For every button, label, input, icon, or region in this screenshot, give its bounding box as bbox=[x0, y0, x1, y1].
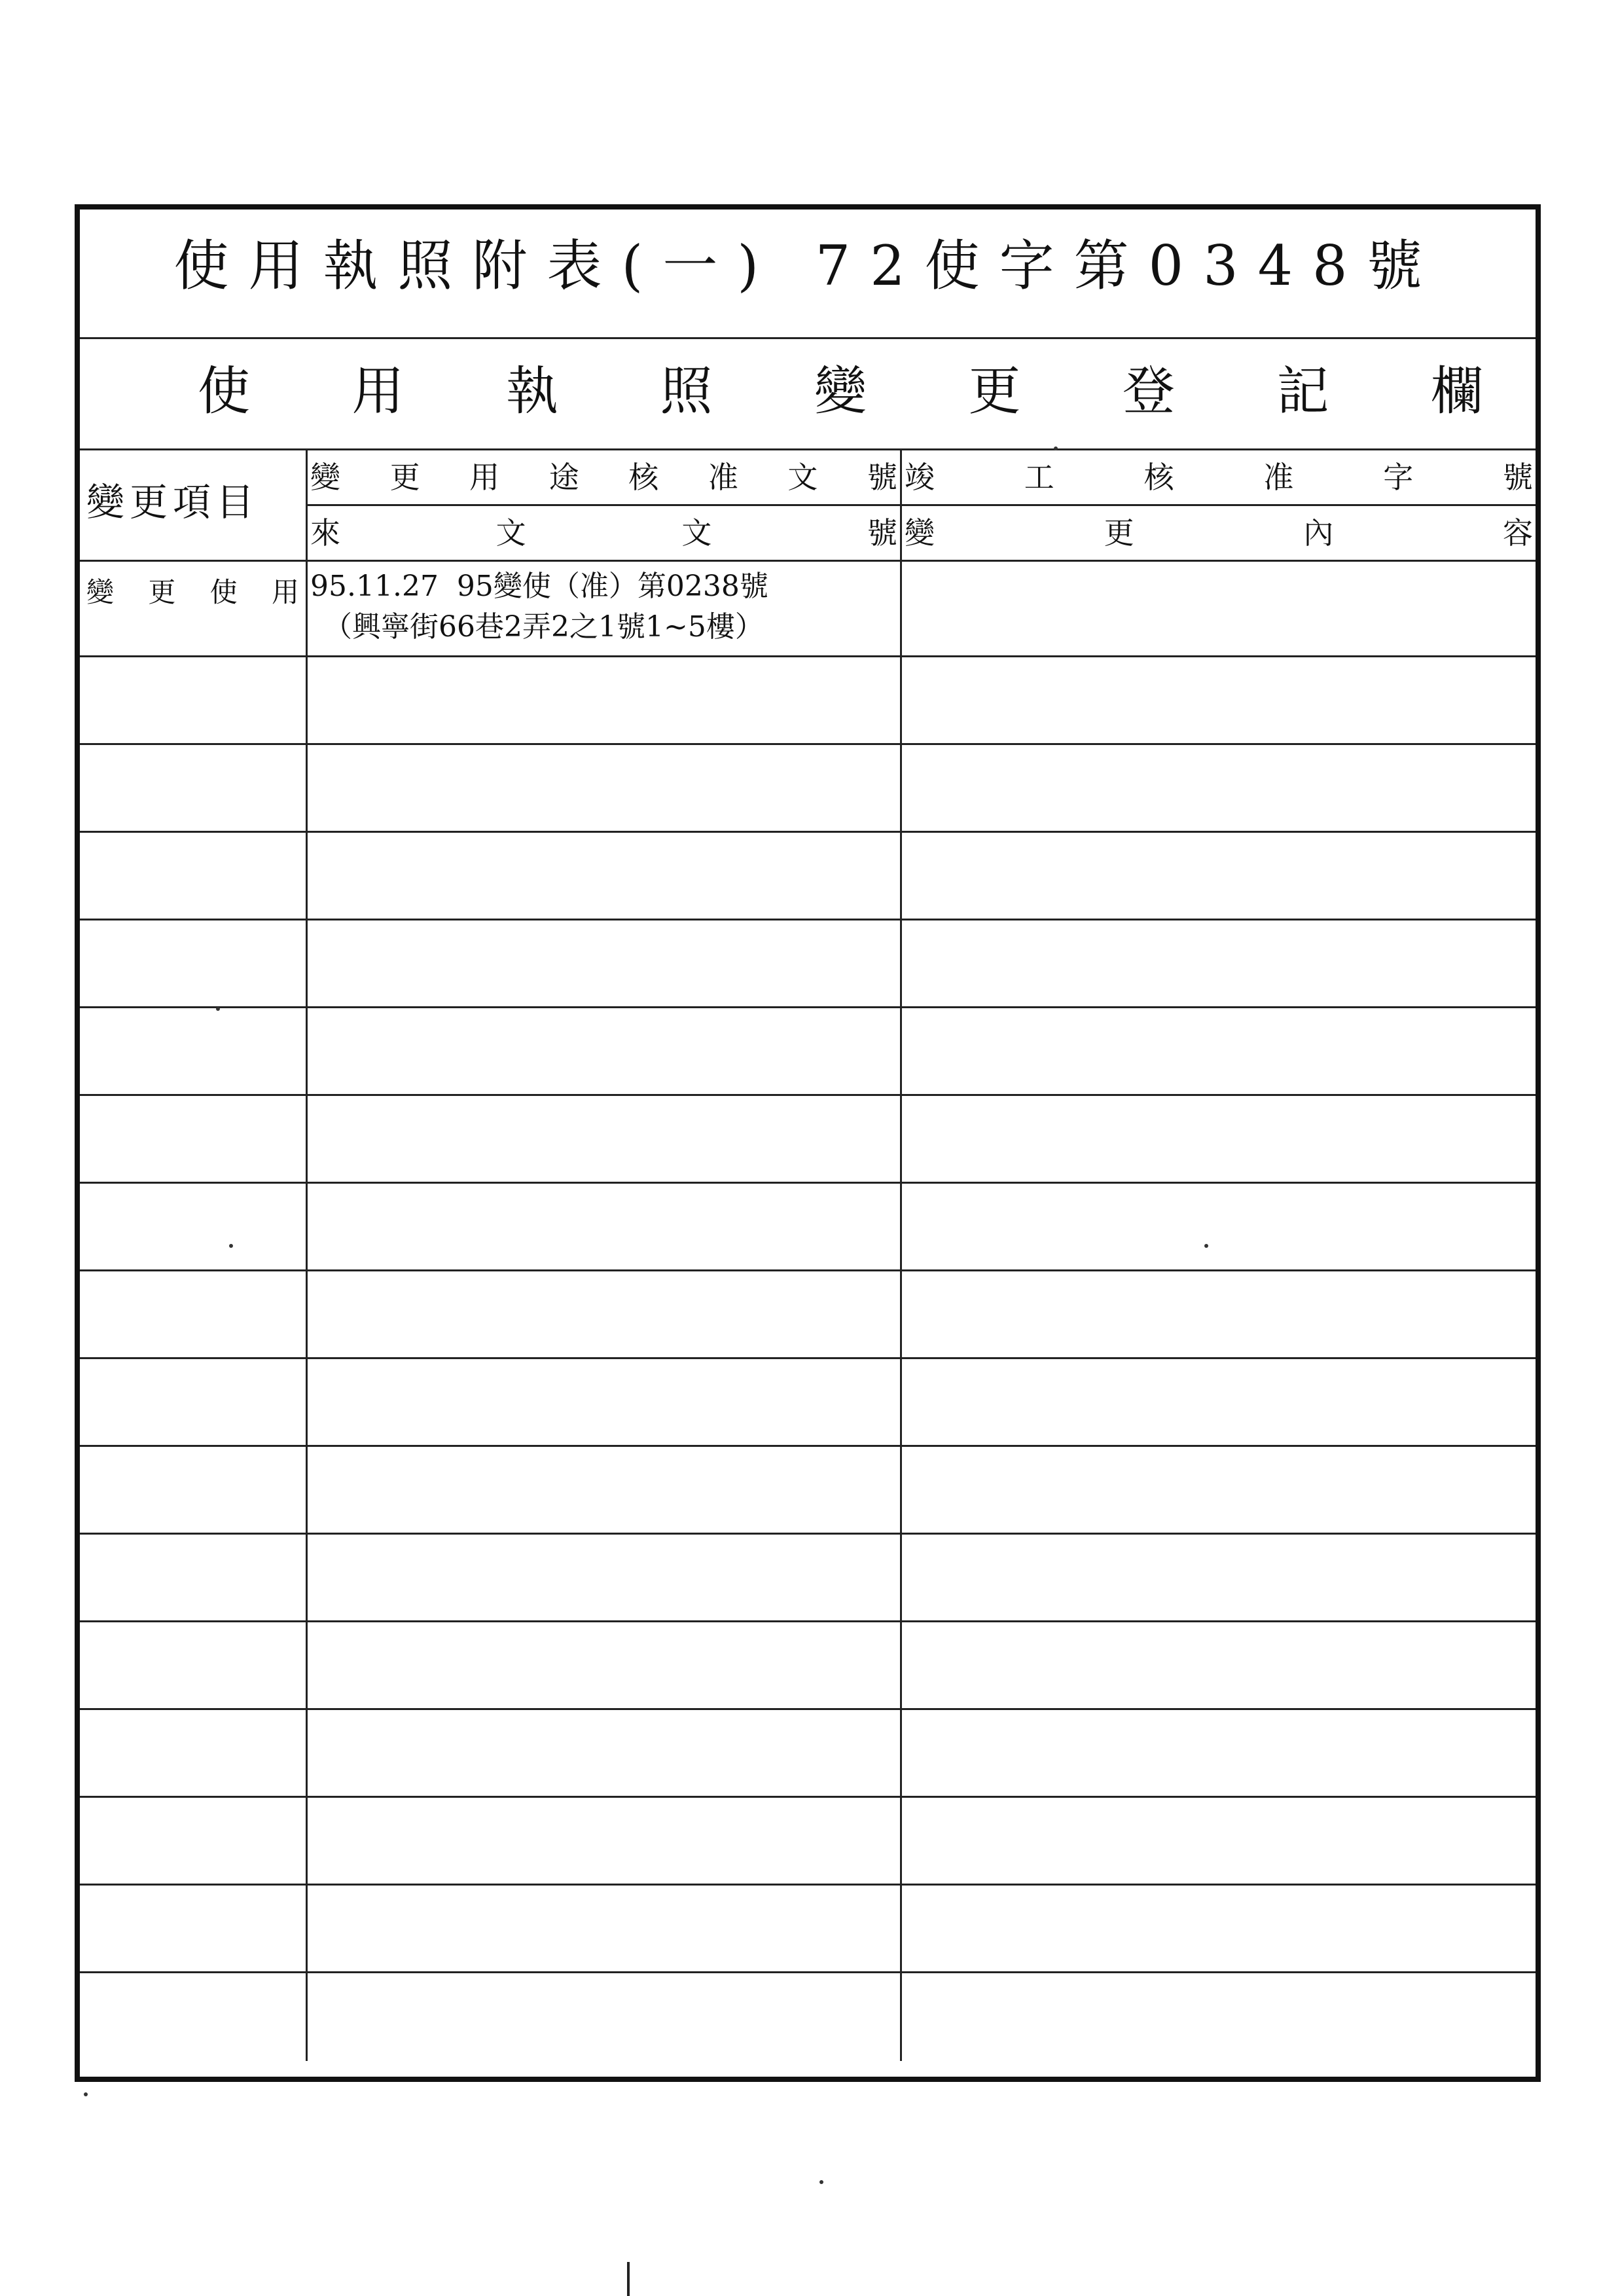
change-item-cell bbox=[80, 1008, 308, 1094]
scan-speck bbox=[1054, 446, 1058, 450]
document-number-cell bbox=[308, 1535, 902, 1620]
change-item-cell bbox=[80, 1886, 308, 1971]
table-row bbox=[80, 920, 1536, 1008]
change-item-cell bbox=[80, 1359, 308, 1445]
table-row bbox=[80, 1622, 1536, 1710]
document-number-cell bbox=[308, 1886, 902, 1971]
document-number-cell bbox=[308, 1271, 902, 1357]
subtitle-row bbox=[80, 339, 1536, 450]
table-row bbox=[80, 1535, 1536, 1622]
scan-speck bbox=[84, 2092, 88, 2096]
document-number-cell bbox=[308, 657, 902, 743]
table-row bbox=[80, 1798, 1536, 1886]
header-char: 文 bbox=[787, 460, 818, 495]
header-change-item-label: 變更項目 bbox=[86, 480, 260, 524]
table-row bbox=[80, 833, 1536, 920]
scan-speck bbox=[229, 1244, 233, 1248]
header-char: 變 bbox=[905, 515, 935, 551]
scan-speck bbox=[216, 1007, 220, 1011]
table-row bbox=[80, 1184, 1536, 1271]
change-item-char: 更 bbox=[148, 576, 176, 608]
change-content-cell bbox=[902, 562, 1536, 655]
section-title-char: 使 bbox=[198, 361, 250, 422]
header-char: 途 bbox=[548, 460, 579, 495]
section-title-char: 用 bbox=[351, 361, 404, 422]
change-content-cell bbox=[902, 1184, 1536, 1269]
table-row bbox=[80, 1359, 1536, 1447]
change-content-cell bbox=[902, 1447, 1536, 1533]
table-row bbox=[80, 745, 1536, 833]
change-item-cell bbox=[80, 745, 308, 831]
document-number-cell bbox=[308, 1710, 902, 1796]
section-title-char: 執 bbox=[506, 361, 558, 422]
document-number-cell bbox=[308, 745, 902, 831]
header-char: 容 bbox=[1502, 515, 1533, 551]
table-row bbox=[80, 1886, 1536, 1973]
header-char: 准 bbox=[1263, 460, 1294, 495]
section-title-char: 登 bbox=[1123, 361, 1175, 422]
table-row bbox=[80, 1096, 1536, 1184]
table-row bbox=[80, 1008, 1536, 1096]
header-incoming-document bbox=[308, 506, 902, 562]
header-char: 號 bbox=[867, 460, 897, 495]
change-content-cell bbox=[902, 1886, 1536, 1971]
table-row bbox=[80, 1271, 1536, 1359]
change-content-cell bbox=[902, 1008, 1536, 1094]
header-char: 內 bbox=[1303, 515, 1334, 551]
header-change-item bbox=[80, 450, 308, 562]
license-table bbox=[75, 204, 1541, 2082]
document-number-cell bbox=[308, 1973, 902, 2061]
header-char: 核 bbox=[628, 460, 659, 495]
change-item-cell bbox=[80, 1271, 308, 1357]
record-rows bbox=[80, 562, 1536, 2061]
change-item-cell bbox=[80, 562, 308, 655]
document-number-cell bbox=[308, 920, 902, 1006]
change-content-cell bbox=[902, 1535, 1536, 1620]
table-row bbox=[80, 1710, 1536, 1798]
change-item-char: 用 bbox=[271, 576, 299, 608]
header-char: 文 bbox=[681, 515, 712, 551]
change-content-cell bbox=[902, 1271, 1536, 1357]
change-item-cell bbox=[80, 1973, 308, 2061]
header-char: 用 bbox=[469, 460, 500, 495]
change-item-cell bbox=[80, 1710, 308, 1796]
header-char: 來 bbox=[310, 515, 340, 551]
document-number-cell bbox=[308, 562, 902, 655]
change-content-cell bbox=[902, 1359, 1536, 1445]
table-row bbox=[80, 1973, 1536, 2061]
change-content-cell bbox=[902, 1798, 1536, 1884]
change-item-char: 使 bbox=[209, 576, 238, 608]
document-number-cell bbox=[308, 1798, 902, 1884]
scan-mark bbox=[627, 2262, 630, 2296]
change-content-cell bbox=[902, 920, 1536, 1006]
change-item-cell bbox=[80, 833, 308, 919]
document-number-cell bbox=[308, 833, 902, 919]
document-number-cell bbox=[308, 1622, 902, 1708]
change-content-cell bbox=[902, 833, 1536, 919]
change-item-char: 變 bbox=[86, 576, 115, 608]
scan-speck bbox=[1204, 1244, 1208, 1248]
table-row bbox=[80, 562, 1536, 657]
change-content-cell bbox=[902, 1973, 1536, 2061]
table-row bbox=[80, 657, 1536, 745]
change-item-cell bbox=[80, 1096, 308, 1182]
change-item-cell bbox=[80, 1535, 308, 1620]
change-content-cell bbox=[902, 1622, 1536, 1708]
change-content-cell bbox=[902, 1710, 1536, 1796]
header-char: 更 bbox=[389, 460, 420, 495]
change-content-cell bbox=[902, 1096, 1536, 1182]
section-title-char: 欄 bbox=[1431, 361, 1483, 422]
change-item-cell bbox=[80, 1798, 308, 1884]
document-number-cell bbox=[308, 1008, 902, 1094]
change-item-cell bbox=[80, 1184, 308, 1269]
section-title-char: 記 bbox=[1276, 361, 1329, 422]
header-char: 准 bbox=[708, 460, 738, 495]
section-title-char: 照 bbox=[660, 361, 713, 422]
change-content-cell bbox=[902, 745, 1536, 831]
document-number-cell bbox=[308, 1184, 902, 1269]
header-char: 號 bbox=[867, 515, 897, 551]
header-char: 字 bbox=[1383, 460, 1414, 495]
header-change-content bbox=[902, 506, 1536, 562]
header-char: 工 bbox=[1024, 460, 1054, 495]
header-approval-number bbox=[308, 450, 902, 506]
header-char: 更 bbox=[1104, 515, 1134, 551]
address-line: （興寧街66巷2弄2之1號1~5樓） bbox=[323, 610, 764, 644]
section-title bbox=[198, 361, 1483, 422]
header-char: 變 bbox=[310, 460, 340, 495]
change-item-cell bbox=[80, 1622, 308, 1708]
change-item-cell bbox=[80, 920, 308, 1006]
section-title-char: 變 bbox=[814, 361, 867, 422]
change-item-cell bbox=[80, 1447, 308, 1533]
table-row bbox=[80, 1447, 1536, 1535]
title-row bbox=[80, 210, 1536, 339]
header-char: 文 bbox=[495, 515, 526, 551]
header-completion-number bbox=[902, 450, 1536, 506]
document-number-cell bbox=[308, 1359, 902, 1445]
document-number-cell bbox=[308, 1096, 902, 1182]
scan-speck bbox=[819, 2180, 823, 2184]
header-char: 竣 bbox=[905, 460, 935, 495]
document-number-cell bbox=[308, 1447, 902, 1533]
approval-document-number: 95.11.27 95變使（准）第0238號 bbox=[310, 570, 768, 603]
change-item-cell bbox=[80, 657, 308, 743]
change-content-cell bbox=[902, 657, 1536, 743]
header-char: 核 bbox=[1143, 460, 1174, 495]
header-char: 號 bbox=[1502, 460, 1533, 495]
change-item-text bbox=[86, 576, 299, 608]
section-title-char: 更 bbox=[968, 361, 1021, 422]
document-title: 使用執照附表(一) 72使字第0348號 bbox=[173, 234, 1442, 298]
